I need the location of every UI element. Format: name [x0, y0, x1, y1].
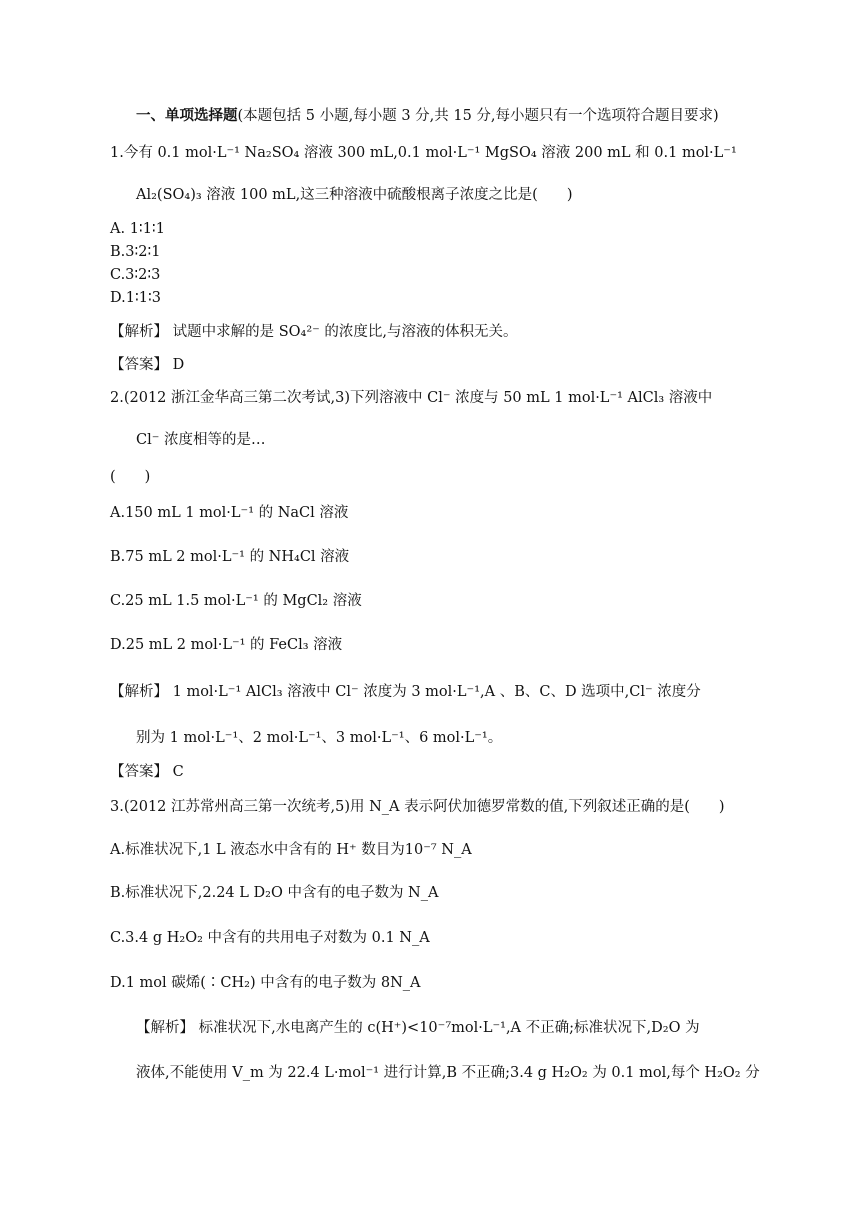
q2-answer: 【答案】 C: [110, 764, 184, 780]
q1-option-c: C.3∶2∶3: [110, 267, 161, 283]
q2-stem-line3: ( ): [110, 469, 151, 485]
q3-option-c: C.3.4 g H₂O₂ 中含有的共用电子对数为 0.1 N_A: [110, 930, 430, 946]
q2-analysis-line2: 别为 1 mol·L⁻¹、2 mol·L⁻¹、3 mol·L⁻¹、6 mol·L⁻¹。: [136, 730, 503, 746]
q2-stem-line2: Cl⁻ 浓度相等的是…: [136, 432, 266, 448]
section-header: 一、单项选择题(本题包括 5 小题,每小题 3 分,共 15 分,每小题只有一个选项符合题目要求): [136, 107, 719, 124]
q2-option-c: C.25 mL 1.5 mol·L⁻¹ 的 MgCl₂ 溶液: [110, 593, 362, 609]
q3-option-b: B.标准状况下,2.24 L D₂O 中含有的电子数为 N_A: [110, 885, 439, 901]
q3-analysis-line2: 液体,不能使用 V_m 为 22.4 L·mol⁻¹ 进行计算,B 不正确;3.4 g H₂O₂ 为 0.1 mol,每个 H₂O₂ 分: [136, 1065, 760, 1081]
q2-option-a: A.150 mL 1 mol·L⁻¹ 的 NaCl 溶液: [110, 505, 349, 521]
q3-stem: 3.(2012 江苏常州高三第一次统考,5)用 N_A 表示阿伏加德罗常数的值,下列叙述正确的是( ): [110, 799, 725, 815]
q2-analysis-line1: 【解析】 1 mol·L⁻¹ AlCl₃ 溶液中 Cl⁻ 浓度为 3 mol·L⁻¹,A 、B、C、D 选项中,Cl⁻ 浓度分: [110, 684, 701, 700]
q3-option-a: A.标准状况下,1 L 液态水中含有的 H⁺ 数目为10⁻⁷ N_A: [110, 842, 472, 858]
q3-option-d: D.1 mol 碳烯(∶CH₂) 中含有的电子数为 8N_A: [110, 975, 421, 991]
q1-stem-line1: 1.今有 0.1 mol·L⁻¹ Na₂SO₄ 溶液 300 mL,0.1 mol·L⁻¹ MgSO₄ 溶液 200 mL 和 0.1 mol·L⁻¹: [110, 145, 737, 161]
q1-option-d: D.1∶1∶3: [110, 290, 161, 306]
q1-answer: 【答案】 D: [110, 357, 185, 373]
q1-option-a: A. 1∶1∶1: [110, 221, 165, 237]
q1-option-b: B.3∶2∶1: [110, 244, 161, 260]
q2-option-d: D.25 mL 2 mol·L⁻¹ 的 FeCl₃ 溶液: [110, 637, 343, 653]
q1-analysis: 【解析】 试题中求解的是 SO₄²⁻ 的浓度比,与溶液的体积无关。: [110, 324, 518, 340]
q2-stem-line1: 2.(2012 浙江金华高三第二次考试,3)下列溶液中 Cl⁻ 浓度与 50 mL 1 mol·L⁻¹ AlCl₃ 溶液中: [110, 390, 713, 406]
q1-stem-line2: Al₂(SO₄)₃ 溶液 100 mL,这三种溶液中硫酸根离子浓度之比是( ): [136, 187, 573, 203]
q2-option-b: B.75 mL 2 mol·L⁻¹ 的 NH₄Cl 溶液: [110, 549, 350, 565]
q3-analysis-line1: 【解析】 标准状况下,水电离产生的 c(H⁺)<10⁻⁷mol·L⁻¹,A 不正确;标准状况下,D₂O 为: [136, 1020, 700, 1036]
